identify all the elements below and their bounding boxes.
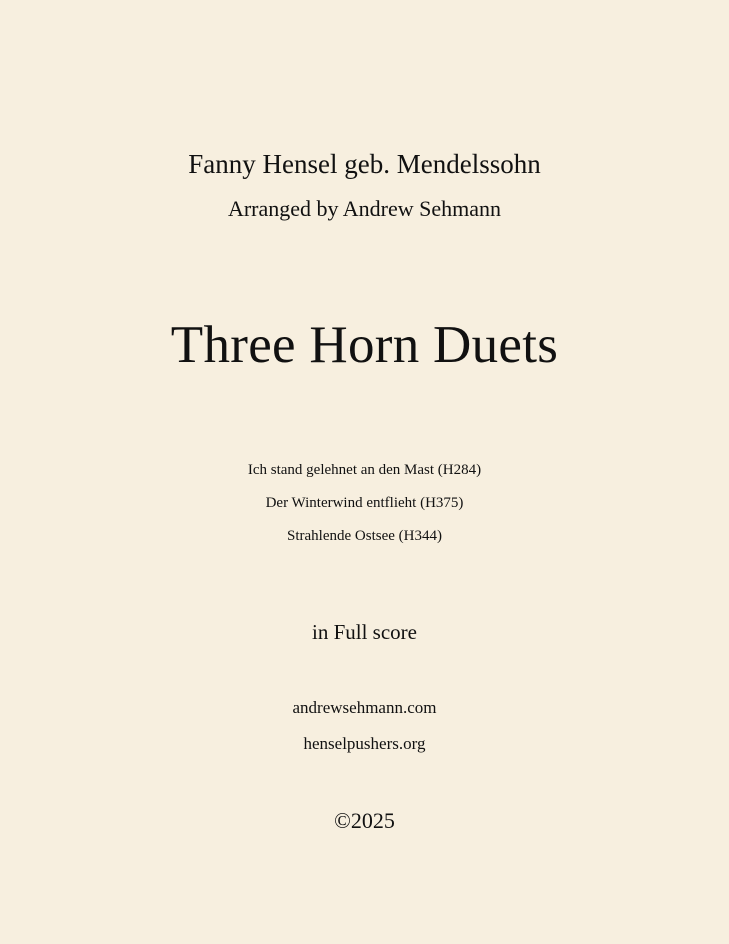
page-title: Three Horn Duets bbox=[170, 316, 559, 374]
arranger-credit: Arranged by Andrew Sehmann bbox=[227, 196, 502, 221]
piece-title-1: Ich stand gelehnet an den Mast (H284) bbox=[247, 462, 482, 478]
score-format: in Full score bbox=[312, 620, 417, 644]
composer-name: Fanny Hensel geb. Mendelssohn bbox=[188, 149, 541, 179]
piece-title-3: Strahlende Ostsee (H344) bbox=[287, 528, 442, 544]
website-link[interactable]: andrewsehmann.com bbox=[292, 698, 437, 717]
secondary-website-link[interactable]: henselpushers.org bbox=[303, 734, 426, 753]
copyright-notice: ©2025 bbox=[334, 808, 395, 833]
piece-title-2: Der Winterwind entflieht (H375) bbox=[265, 495, 464, 511]
